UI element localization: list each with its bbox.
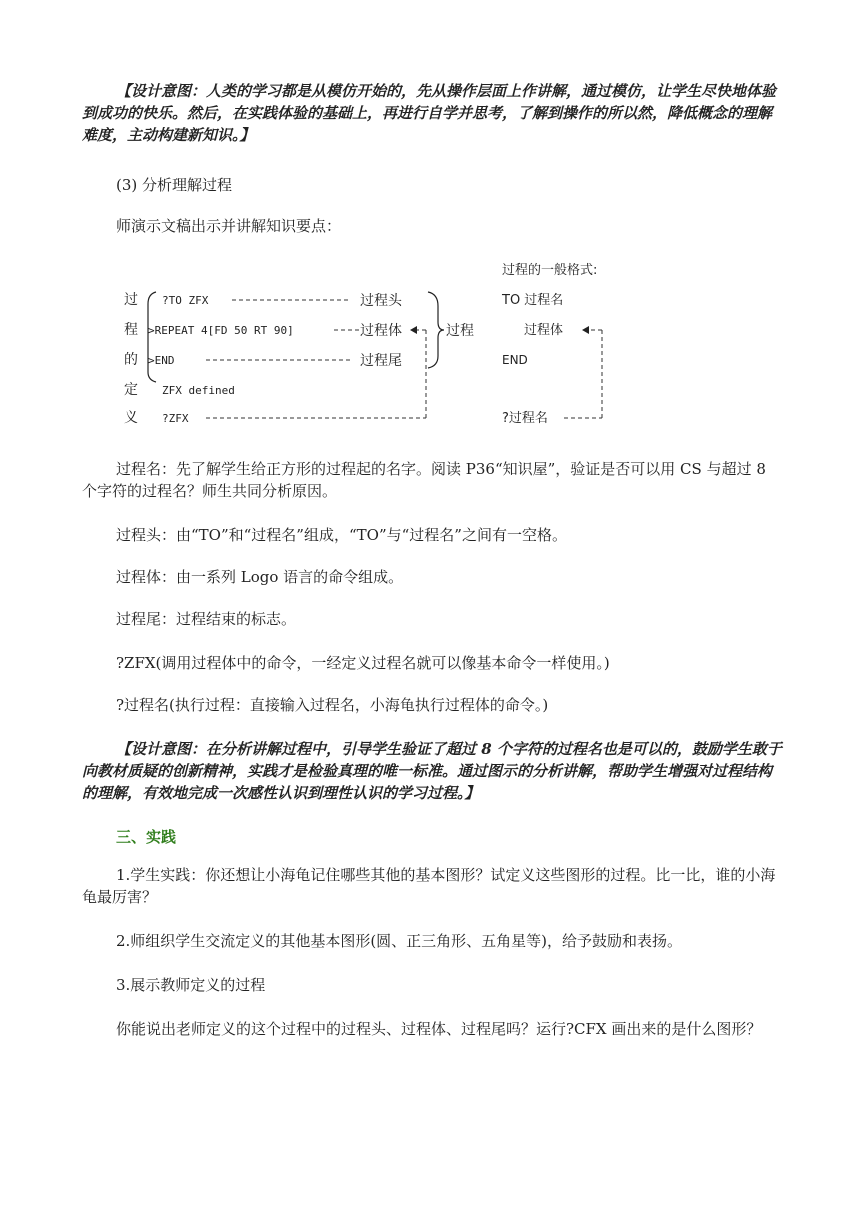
left-brace (148, 292, 156, 382)
label-process: 过程 (446, 323, 474, 339)
para-body: 过程体：由一系列 Logo 语言的命令组成。 (116, 568, 404, 586)
code-line: ?ZFX (162, 412, 189, 425)
side-label-char: 程 (124, 322, 138, 338)
format-line: ?过程名 (502, 411, 548, 426)
side-label-char: 义 (124, 410, 138, 426)
practice-item: 1.学生实践：你还想让小海龟记住哪些其他的基本图形？试定义这些图形的过程。比一比，谁的小海龟最厉害？ (82, 866, 776, 906)
step-3-title: (3) 分析理解过程 (116, 176, 233, 194)
format-line: TO 过程名 (502, 293, 564, 308)
format-title: 过程的一般格式: (502, 263, 598, 278)
para-tail: 过程尾：过程结束的标志。 (116, 610, 297, 628)
format-line: END (502, 353, 528, 367)
para-name: 过程名：先了解学生给正方形的过程起的名字。阅读 P36“知识屋”，验证是否可以用 CS 与超过 8 个字符的过程名？师生共同分析原因。 (82, 460, 766, 500)
arrow-head (582, 326, 589, 334)
side-label-char: 定 (124, 382, 138, 398)
practice-item: 2.师组织学生交流定义的其他基本图形(圆、正三角形、五角星等)，给予鼓励和表扬。 (116, 932, 683, 950)
code-line: ?TO ZFX (162, 294, 209, 307)
label-head: 过程头 (360, 293, 402, 309)
label-body: 过程体 (360, 323, 402, 339)
label-tail: 过程尾 (360, 353, 402, 369)
para-exec: ?过程名(执行过程：直接输入过程名，小海龟执行过程体的命令。) (116, 696, 549, 714)
general-format-diagram (498, 256, 638, 436)
practice-item: 3.展示教师定义的过程 (116, 976, 266, 994)
teacher-demo-text: 师演示文稿出示并讲解知识要点： (116, 217, 342, 235)
arrow-head (410, 326, 417, 334)
design-intent-1: 【设计意图：人类的学习都是从模仿开始的，先从操作层面上作讲解，通过模仿，让学生尽快地体验到成功的快乐。然后，在实践体验的基础上，再进行自学并思考，了解到操作的所以然，降低概念的理解难度，主动构建新知识。】 (82, 82, 777, 144)
section-title: 三、实践 (116, 828, 177, 846)
side-label-char: 的 (124, 352, 138, 368)
code-line: >REPEAT 4[FD 50 RT 90] (148, 324, 294, 337)
code-line: >END (148, 354, 175, 367)
practice-question: 你能说出老师定义的这个过程中的过程头、过程体、过程尾吗？运行?CFX 画出来的是什么图形？ (116, 1020, 762, 1038)
format-line: 过程体 (524, 323, 564, 338)
side-label-char: 过 (124, 292, 138, 308)
para-head: 过程头：由“TO”和“过程名”组成，“TO”与“过程名”之间有一空格。 (116, 526, 567, 544)
para-call: ?ZFX(调用过程体中的命令，一经定义过程名就可以像基本命令一样使用。) (116, 654, 610, 672)
right-brace (428, 292, 444, 368)
design-intent-2: 【设计意图：在分析讲解过程中，引导学生验证了超过 8 个字符的过程名也是可以的，鼓励学生敢于向教材质疑的创新精神，实践才是检验真理的唯一标准。通过图示的分析讲解，帮助学生增强对过程结构的理解，有效地完成一次感性认识到理性认识的学习过程。】 (82, 740, 782, 802)
code-line: ZFX defined (162, 384, 235, 397)
